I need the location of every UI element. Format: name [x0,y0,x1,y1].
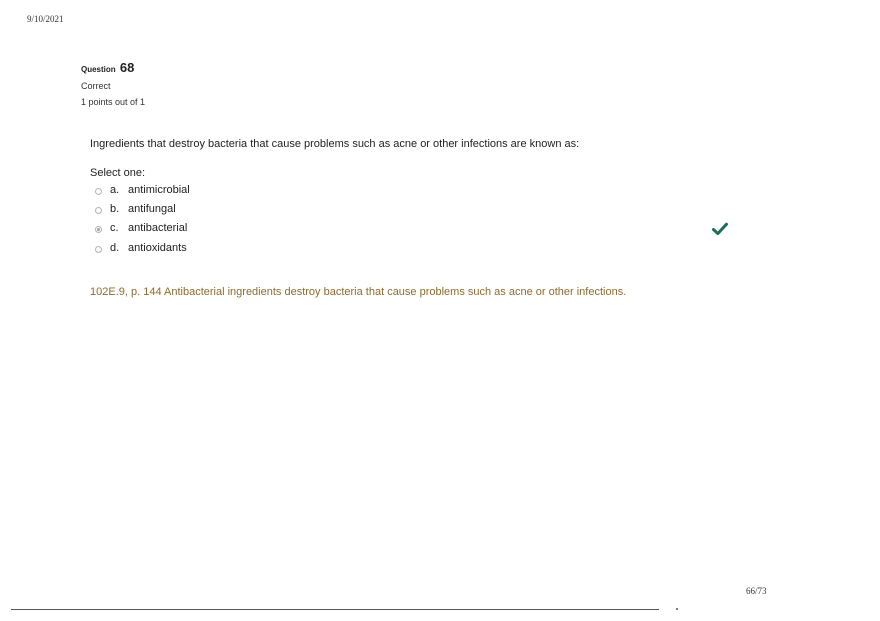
answer-letter: b. [110,202,120,215]
answer-option-c[interactable] [95,219,735,238]
answer-text: antibacterial [128,222,188,235]
checkmark-icon [712,222,728,236]
question-text: Ingredients that destroy bacteria that cause problems such as acne or other infections are known as: [90,138,580,150]
question-num: 68 [119,60,135,75]
question-label: Question [81,65,116,74]
general-feedback: 102E.9, p. 144 Antibacterial ingredients destroy bacteria that cause problems such as acne or other infections. [90,286,627,298]
radio-a[interactable] [95,188,102,195]
answer-option-a[interactable] [95,180,735,199]
question-number [81,60,145,75]
page-number: 66/73 [746,586,767,596]
answer-letter: c. [110,222,119,235]
answer-letter: a. [110,183,120,196]
answer-text: antimicrobial [128,183,190,196]
answer-text: antifungal [128,202,176,215]
radio-c[interactable] [95,226,102,233]
answer-option-d[interactable] [95,238,735,257]
answer-text: antioxidants [128,241,187,254]
question-grade: 1 points out of 1 [81,97,146,107]
question-state: Correct [81,81,111,91]
footer-divider [11,609,659,610]
answer-prompt: Select one: [90,167,146,179]
radio-d[interactable] [95,246,102,253]
question-info [81,60,145,107]
answer-list [95,180,735,257]
footer-dot [676,608,678,610]
radio-b[interactable] [95,207,102,214]
answer-option-b[interactable] [95,199,735,218]
answer-letter: d. [110,241,120,254]
print-date: 9/10/2021 [27,14,64,24]
